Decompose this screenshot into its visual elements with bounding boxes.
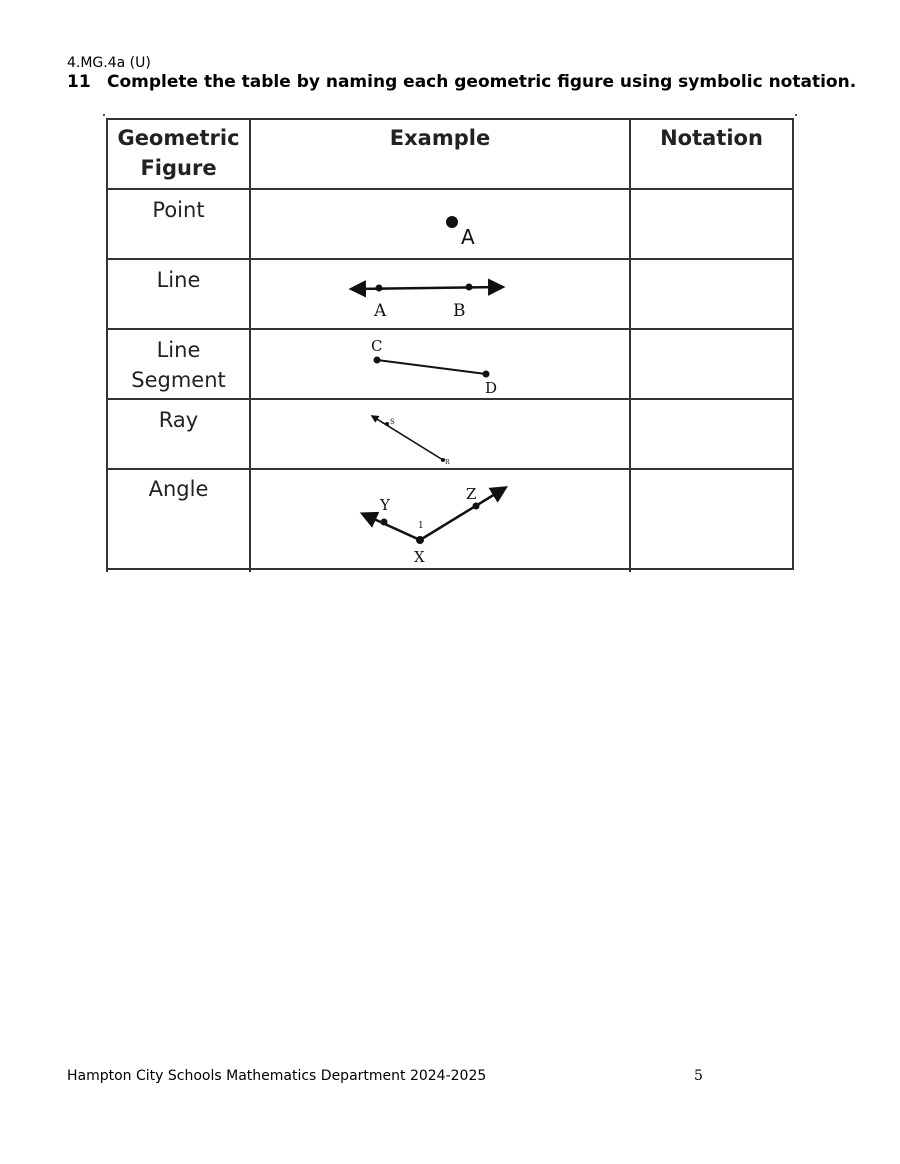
question-number: 11 xyxy=(67,72,91,92)
header-notation: Notation xyxy=(660,126,763,150)
ray-label-r: R xyxy=(445,459,450,466)
example-figures xyxy=(106,118,794,572)
question xyxy=(67,72,856,92)
segment-point-d xyxy=(483,371,490,378)
footer-text: Hampton City Schools Mathematics Department 2024-2025 xyxy=(67,1068,487,1084)
angle-label-z: Z xyxy=(466,485,477,503)
header-figure-line2: Figure xyxy=(140,156,217,180)
row-label-ray: Ray xyxy=(158,408,199,432)
segment-label-c: C xyxy=(371,337,383,355)
segment-stroke xyxy=(377,360,486,374)
point-figure xyxy=(446,216,475,249)
angle-figure xyxy=(363,485,505,566)
standard-code: 4.MG.4a (U) xyxy=(67,55,151,71)
ray-point-s xyxy=(385,422,389,426)
geometry-table xyxy=(106,118,794,572)
header-figure-line1: Geometric xyxy=(117,126,240,150)
angle-label-y: Y xyxy=(380,496,390,514)
row-label-point: Point xyxy=(152,198,205,222)
ray-figure xyxy=(372,416,450,466)
question-text: Complete the table by naming each geometric figure using symbolic notation. xyxy=(107,72,857,92)
point-label: A xyxy=(461,225,475,249)
angle-label-1: 1 xyxy=(418,521,424,531)
line-figure xyxy=(352,284,502,322)
angle-vertex-x xyxy=(416,536,424,544)
row-label-angle: Angle xyxy=(148,477,209,501)
scan-mark-right xyxy=(795,114,797,116)
line-point-b xyxy=(466,284,473,291)
row-label-line: Line xyxy=(156,268,201,292)
row-label-line-segment-line2: Segment xyxy=(131,368,226,392)
segment-label-d: D xyxy=(485,379,498,397)
line-label-b: B xyxy=(453,301,466,321)
line-segment-figure xyxy=(371,337,497,397)
ray-stroke xyxy=(372,416,443,460)
point-dot xyxy=(446,216,458,228)
line-point-a xyxy=(376,285,383,292)
line-stroke xyxy=(352,287,502,289)
segment-point-c xyxy=(374,357,381,364)
angle-ray-z xyxy=(420,488,505,540)
page-number: 5 xyxy=(694,1068,703,1084)
angle-ray-y xyxy=(363,514,420,540)
row-label-line-segment-line1: Line xyxy=(156,338,201,362)
line-label-a: A xyxy=(374,301,387,321)
scan-mark-left xyxy=(103,114,105,116)
angle-point-z xyxy=(473,503,480,510)
angle-label-x: X xyxy=(414,548,425,566)
header-example: Example xyxy=(389,126,491,150)
angle-point-y xyxy=(381,519,388,526)
ray-label-s: S xyxy=(390,418,395,426)
